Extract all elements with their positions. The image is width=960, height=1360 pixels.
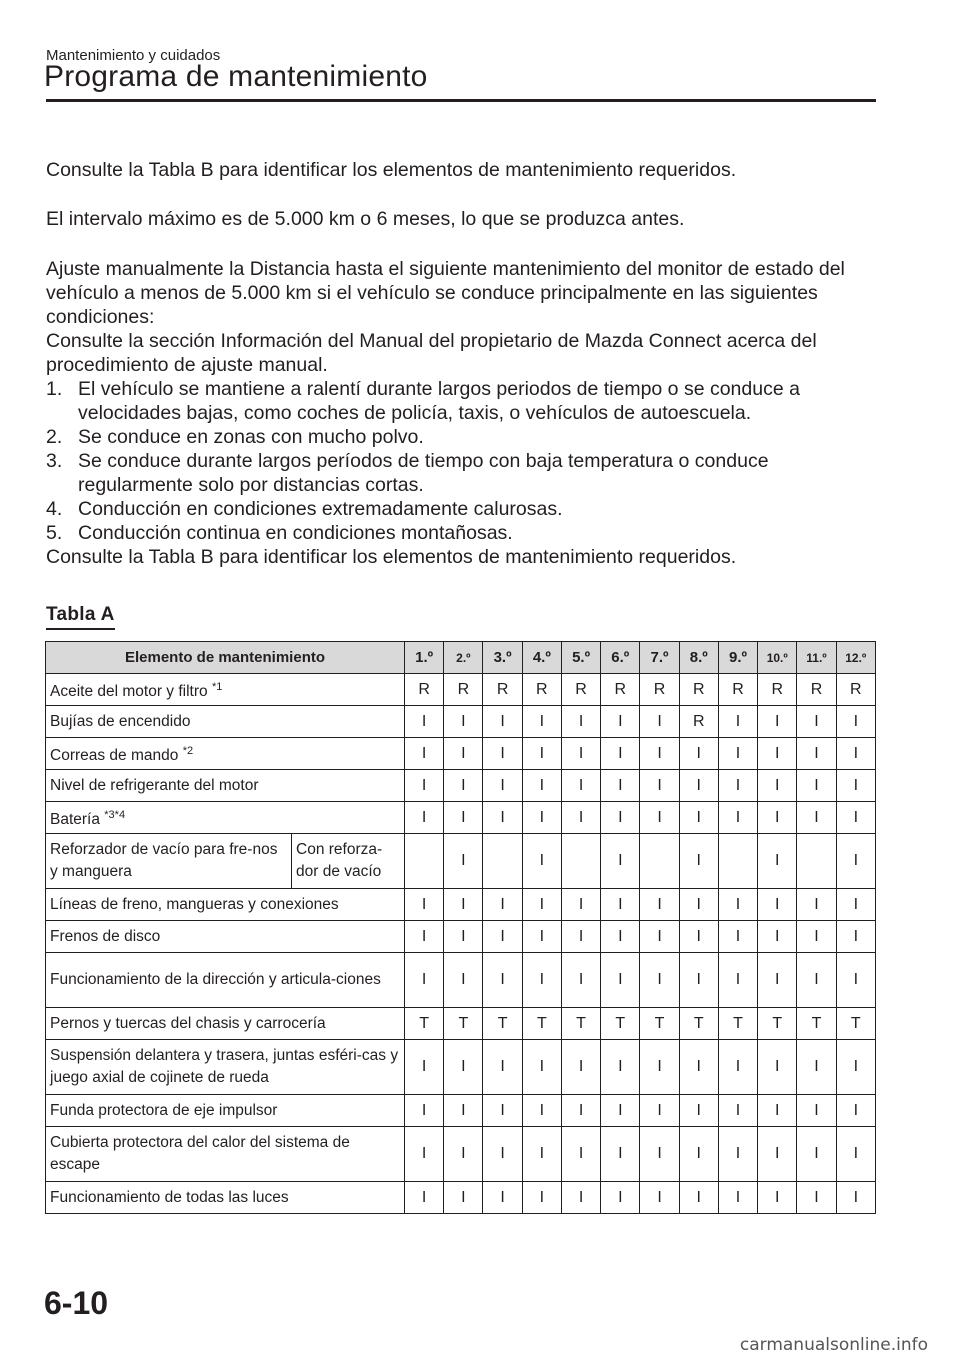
interval-value-cell: I: [758, 1182, 797, 1214]
interval-value-cell: I: [561, 889, 600, 921]
interval-value-cell: I: [836, 738, 875, 770]
interval-value-cell: I: [522, 1127, 561, 1182]
interval-value-cell: I: [758, 953, 797, 1008]
item-name: Funda protectora de eje impulsor: [50, 1101, 278, 1119]
item-name-cell: [46, 889, 405, 921]
interval-value-cell: I: [561, 738, 600, 770]
item-name-cell: [46, 834, 292, 889]
interval-value-cell: I: [522, 1182, 561, 1214]
interval-value-cell: I: [797, 1040, 836, 1095]
interval-value-cell: I: [444, 1040, 483, 1095]
page-number: 6-10: [44, 1285, 109, 1321]
item-name-cell: [46, 1008, 405, 1040]
condition-item: [46, 449, 876, 497]
interval-value-cell: T: [405, 1008, 444, 1040]
interval-value-cell: I: [797, 802, 836, 834]
footnote-marker: *1: [211, 681, 223, 693]
interval-header: 7.º: [640, 642, 679, 674]
interval-value-cell: I: [522, 770, 561, 802]
intro-paragraph-2: [46, 207, 876, 231]
item-name: Cubierta protectora del calor del sistema de escape: [50, 1134, 350, 1174]
interval-value-cell: I: [679, 770, 718, 802]
interval-value-cell: I: [758, 706, 797, 738]
interval-value-cell: I: [758, 1127, 797, 1182]
interval-value-cell: I: [561, 1127, 600, 1182]
interval-value-cell: I: [718, 1127, 757, 1182]
interval-value-cell: I: [679, 834, 718, 889]
interval-value-cell: I: [561, 706, 600, 738]
interval-value-cell: I: [601, 770, 640, 802]
item-name-cell: [46, 921, 405, 953]
interval-value-cell: I: [483, 802, 522, 834]
interval-value-cell: R: [679, 706, 718, 738]
interval-value-cell: I: [797, 953, 836, 1008]
interval-value-cell: I: [405, 889, 444, 921]
interval-value-cell: I: [601, 802, 640, 834]
interval-value-cell: R: [522, 674, 561, 706]
interval-value-cell: I: [797, 1127, 836, 1182]
interval-value-cell: R: [601, 674, 640, 706]
interval-value-cell: T: [561, 1008, 600, 1040]
page-title: Programa de mantenimiento: [44, 60, 428, 93]
table-row: [46, 706, 876, 738]
item-column-header: Elemento de mantenimiento: [46, 642, 405, 674]
interval-value-cell: I: [758, 889, 797, 921]
interval-value-cell: R: [718, 674, 757, 706]
interval-value-cell: I: [601, 706, 640, 738]
interval-header: 1.º: [405, 642, 444, 674]
interval-value-cell: I: [640, 1127, 679, 1182]
interval-value-cell: I: [444, 953, 483, 1008]
table-header-row: [46, 642, 876, 674]
condition-number: 5.: [46, 522, 63, 544]
interval-value-cell: [797, 834, 836, 889]
interval-value-cell: I: [522, 706, 561, 738]
interval-value-cell: I: [444, 889, 483, 921]
interval-value-cell: I: [561, 953, 600, 1008]
interval-value-cell: I: [483, 1095, 522, 1127]
interval-value-cell: T: [483, 1008, 522, 1040]
interval-value-cell: I: [522, 1095, 561, 1127]
interval-value-cell: I: [522, 889, 561, 921]
intro-paragraph-1: [46, 158, 876, 182]
interval-value-cell: I: [405, 1040, 444, 1095]
interval-value-cell: I: [522, 738, 561, 770]
table-row: [46, 1008, 876, 1040]
interval-value-cell: I: [640, 738, 679, 770]
interval-value-cell: I: [640, 770, 679, 802]
interval-value-cell: I: [640, 921, 679, 953]
interval-value-cell: I: [601, 834, 640, 889]
interval-value-cell: I: [522, 802, 561, 834]
interval-value-cell: I: [483, 770, 522, 802]
interval-value-cell: I: [444, 1095, 483, 1127]
interval-header: 8.º: [679, 642, 718, 674]
interval-value-cell: I: [836, 770, 875, 802]
interval-value-cell: I: [718, 889, 757, 921]
table-b-reference: Consulte la Tabla B para identificar los elementos de mantenimiento requeridos.: [46, 546, 737, 568]
item-name-cell: [46, 770, 405, 802]
interval-value-cell: I: [601, 1040, 640, 1095]
interval-value-cell: I: [679, 921, 718, 953]
interval-value-cell: R: [797, 674, 836, 706]
interval-value-cell: I: [561, 770, 600, 802]
condition-text: El vehículo se mantiene a ralentí durante largos periodos de tiempo o se conduce a velocidades bajas, como coches de policía, taxis, o vehículos de autoescuela.: [78, 378, 800, 424]
item-name: Bujías de encendido: [50, 712, 191, 730]
interval-value-cell: I: [483, 889, 522, 921]
interval-value-cell: I: [797, 921, 836, 953]
interval-value-cell: I: [483, 738, 522, 770]
table-row: [46, 1040, 876, 1095]
interval-value-cell: I: [601, 1095, 640, 1127]
interval-value-cell: I: [444, 802, 483, 834]
interval-value-cell: I: [797, 770, 836, 802]
interval-value-cell: I: [758, 1040, 797, 1095]
interval-header: 11.º: [797, 642, 836, 674]
item-name-cell: [46, 738, 405, 770]
interval-value-cell: I: [522, 921, 561, 953]
item-name-cell: [46, 1127, 405, 1182]
item-name: Suspensión delantera y trasera, juntas esféri-cas y juego axial de cojinete de rueda: [50, 1047, 399, 1087]
table-row: [46, 674, 876, 706]
interval-value-cell: I: [405, 953, 444, 1008]
interval-value-cell: I: [640, 889, 679, 921]
interval-header: 4.º: [522, 642, 561, 674]
interval-value-cell: T: [836, 1008, 875, 1040]
item-name-cell: [46, 706, 405, 738]
interval-value-cell: I: [797, 889, 836, 921]
interval-header: 9.º: [718, 642, 757, 674]
interval-value-cell: I: [405, 921, 444, 953]
item-name-cell: [46, 953, 405, 1008]
item-name: Líneas de freno, mangueras y conexiones: [50, 895, 339, 913]
table-row: [46, 738, 876, 770]
interval-header: 12.º: [836, 642, 875, 674]
interval-value-cell: I: [758, 770, 797, 802]
table-row: [46, 1095, 876, 1127]
interval-value-cell: I: [836, 1095, 875, 1127]
interval-value-cell: R: [405, 674, 444, 706]
conditions-section: [46, 257, 876, 569]
interval-value-cell: R: [640, 674, 679, 706]
condition-item: [46, 521, 876, 545]
interval-value-cell: T: [758, 1008, 797, 1040]
interval-value-cell: I: [640, 706, 679, 738]
interval-value-cell: [405, 834, 444, 889]
table-row: [46, 921, 876, 953]
condition-number: 4.: [46, 498, 63, 520]
interval-value-cell: I: [640, 953, 679, 1008]
interval-value-cell: I: [405, 770, 444, 802]
interval-value-cell: I: [797, 738, 836, 770]
item-name-cell: [46, 1095, 405, 1127]
interval-value-cell: I: [836, 953, 875, 1008]
interval-value-cell: I: [640, 802, 679, 834]
footnote-marker: *3*4: [104, 809, 126, 822]
item-name: Frenos de disco: [50, 927, 161, 945]
intro-text: El intervalo máximo es de 5.000 km o 6 meses, lo que se produzca antes.: [46, 208, 685, 230]
interval-value-cell: I: [522, 953, 561, 1008]
interval-value-cell: I: [405, 1182, 444, 1214]
interval-value-cell: I: [522, 834, 561, 889]
item-name: Funcionamiento de todas las luces: [50, 1188, 289, 1206]
interval-value-cell: I: [836, 921, 875, 953]
interval-value-cell: I: [718, 921, 757, 953]
interval-value-cell: R: [483, 674, 522, 706]
interval-value-cell: I: [718, 738, 757, 770]
interval-value-cell: I: [758, 921, 797, 953]
interval-value-cell: I: [561, 1040, 600, 1095]
interval-value-cell: I: [718, 1040, 757, 1095]
table-row: [46, 802, 876, 834]
item-name-cell: [46, 802, 405, 834]
interval-value-cell: I: [601, 1127, 640, 1182]
interval-value-cell: I: [601, 953, 640, 1008]
interval-value-cell: I: [444, 834, 483, 889]
interval-value-cell: I: [444, 738, 483, 770]
item-name: Correas de mando: [50, 747, 183, 765]
interval-value-cell: I: [405, 706, 444, 738]
condition-item: [46, 497, 876, 521]
interval-value-cell: I: [679, 738, 718, 770]
interval-header: 5.º: [561, 642, 600, 674]
interval-value-cell: I: [836, 1127, 875, 1182]
interval-header: 3.º: [483, 642, 522, 674]
interval-value-cell: I: [640, 1182, 679, 1214]
condition-text: Conducción en condiciones extremadamente calurosas.: [78, 498, 563, 520]
interval-value-cell: I: [758, 802, 797, 834]
interval-value-cell: T: [718, 1008, 757, 1040]
interval-value-cell: I: [679, 1127, 718, 1182]
table-row: [46, 834, 876, 889]
interval-value-cell: R: [561, 674, 600, 706]
interval-value-cell: I: [836, 1182, 875, 1214]
condition-number: 2.: [46, 426, 63, 448]
table-row: [46, 953, 876, 1008]
interval-value-cell: R: [758, 674, 797, 706]
condition-number: 1.: [46, 378, 63, 400]
interval-value-cell: R: [836, 674, 875, 706]
interval-value-cell: I: [405, 1127, 444, 1182]
interval-value-cell: I: [483, 1182, 522, 1214]
watermark: carmanualsonline.info: [739, 1335, 928, 1355]
interval-value-cell: I: [405, 802, 444, 834]
adjust-reference: Consulte la sección Información del Manual del propietario de Mazda Connect acerca del procedimiento de ajuste manual.: [46, 330, 817, 376]
interval-value-cell: I: [522, 1040, 561, 1095]
interval-value-cell: I: [444, 1127, 483, 1182]
item-name: Pernos y tuercas del chasis y carrocería: [50, 1014, 326, 1032]
interval-value-cell: T: [522, 1008, 561, 1040]
interval-value-cell: I: [405, 1095, 444, 1127]
interval-value-cell: I: [718, 770, 757, 802]
interval-value-cell: I: [758, 834, 797, 889]
interval-value-cell: I: [679, 1182, 718, 1214]
interval-value-cell: I: [679, 889, 718, 921]
maintenance-table: [45, 641, 876, 1214]
interval-value-cell: T: [640, 1008, 679, 1040]
intro-text: Consulte la Tabla B para identificar los elementos de mantenimiento requeridos.: [46, 159, 737, 181]
item-name: Nivel de refrigerante del motor: [50, 776, 259, 794]
table-row: [46, 770, 876, 802]
interval-value-cell: I: [444, 921, 483, 953]
interval-value-cell: I: [640, 1040, 679, 1095]
interval-value-cell: I: [718, 1095, 757, 1127]
interval-value-cell: I: [718, 802, 757, 834]
table-heading: Tabla A: [46, 604, 115, 630]
interval-header: 10.º: [758, 642, 797, 674]
interval-value-cell: T: [679, 1008, 718, 1040]
interval-value-cell: I: [601, 889, 640, 921]
interval-value-cell: I: [483, 1040, 522, 1095]
table-body: [46, 674, 876, 1214]
interval-value-cell: [718, 834, 757, 889]
interval-header: 2.º: [444, 642, 483, 674]
table-row: [46, 1127, 876, 1182]
item-name: Batería: [50, 811, 105, 829]
interval-value-cell: [640, 834, 679, 889]
title-rule: [46, 99, 876, 102]
item-name-cell: [46, 1182, 405, 1214]
condition-text: Conducción continua en condiciones montañosas.: [78, 522, 513, 544]
item-name-cell: [46, 674, 405, 706]
interval-header: 6.º: [601, 642, 640, 674]
interval-value-cell: I: [561, 802, 600, 834]
interval-value-cell: R: [679, 674, 718, 706]
interval-value-cell: I: [444, 770, 483, 802]
interval-value-cell: I: [797, 706, 836, 738]
interval-value-cell: I: [718, 1182, 757, 1214]
interval-value-cell: I: [561, 921, 600, 953]
interval-value-cell: I: [601, 738, 640, 770]
condition-item: [46, 425, 876, 449]
interval-value-cell: I: [836, 802, 875, 834]
interval-value-cell: [561, 834, 600, 889]
interval-value-cell: I: [718, 706, 757, 738]
conditions-list: [46, 377, 876, 545]
interval-value-cell: T: [444, 1008, 483, 1040]
interval-value-cell: I: [797, 1095, 836, 1127]
table-row: [46, 889, 876, 921]
item-name: Reforzador de vacío para fre-nos y manguera: [50, 841, 278, 881]
interval-value-cell: I: [444, 706, 483, 738]
condition-number: 3.: [46, 450, 63, 472]
condition-text: Se conduce durante largos períodos de tiempo con baja temperatura o conduce regularmente solo por distancias cortas.: [78, 450, 769, 496]
interval-value-cell: I: [679, 802, 718, 834]
interval-value-cell: I: [679, 1040, 718, 1095]
interval-value-cell: I: [836, 834, 875, 889]
interval-value-cell: I: [679, 1095, 718, 1127]
interval-value-cell: I: [405, 738, 444, 770]
conditions-intro: Ajuste manualmente la Distancia hasta el siguiente mantenimiento del monitor de estado del vehículo a menos de 5.000 km si el vehículo se conduce principalmente en las siguientes condiciones:: [46, 258, 845, 328]
item-name: Aceite del motor y filtro: [50, 683, 212, 701]
interval-value-cell: I: [601, 1182, 640, 1214]
footnote-marker: *2: [182, 745, 194, 758]
interval-value-cell: T: [601, 1008, 640, 1040]
interval-value-cell: I: [561, 1095, 600, 1127]
table-row: [46, 1182, 876, 1214]
item-subtype-cell: Con reforza-dor de vacío: [292, 834, 405, 889]
condition-item: [46, 377, 876, 425]
interval-value-cell: I: [561, 1182, 600, 1214]
interval-value-cell: I: [601, 921, 640, 953]
interval-value-cell: I: [483, 953, 522, 1008]
interval-value-cell: I: [483, 706, 522, 738]
interval-value-cell: I: [836, 1040, 875, 1095]
interval-value-cell: I: [836, 889, 875, 921]
interval-value-cell: I: [758, 738, 797, 770]
interval-value-cell: I: [836, 706, 875, 738]
item-name-cell: [46, 1040, 405, 1095]
interval-value-cell: I: [679, 953, 718, 1008]
interval-value-cell: I: [483, 921, 522, 953]
interval-value-cell: I: [758, 1095, 797, 1127]
interval-value-cell: I: [444, 1182, 483, 1214]
interval-value-cell: I: [640, 1095, 679, 1127]
interval-value-cell: [483, 834, 522, 889]
item-name: Funcionamiento de la dirección y articula-ciones: [50, 971, 381, 989]
interval-value-cell: I: [797, 1182, 836, 1214]
interval-value-cell: R: [444, 674, 483, 706]
condition-text: Se conduce en zonas con mucho polvo.: [78, 426, 424, 448]
section-label: Mantenimiento y cuidados: [46, 47, 221, 64]
interval-value-cell: I: [718, 953, 757, 1008]
interval-value-cell: I: [483, 1127, 522, 1182]
interval-value-cell: T: [797, 1008, 836, 1040]
